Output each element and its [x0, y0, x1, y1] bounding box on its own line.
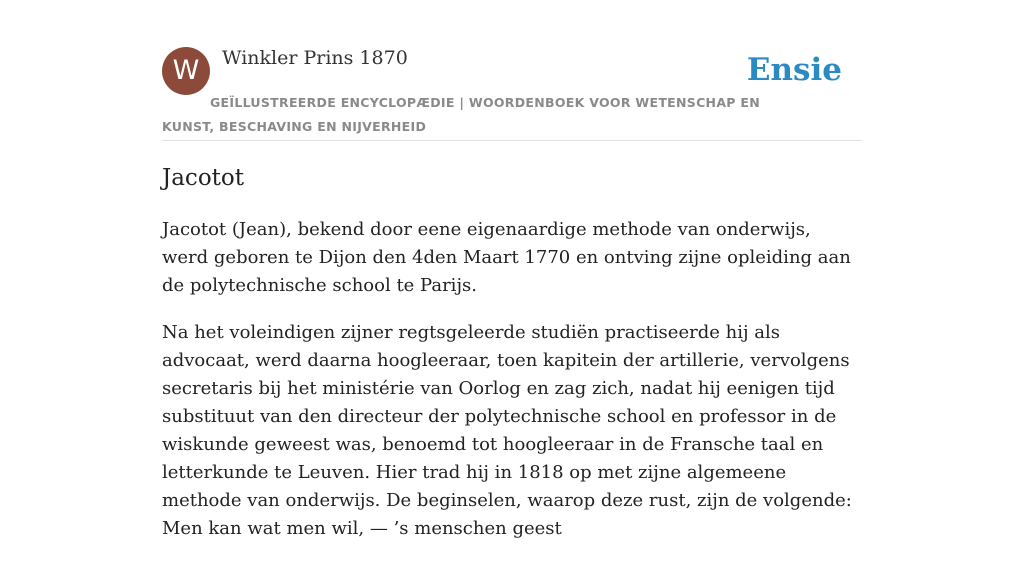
- source-subtitle: GEÏLLUSTREERDE ENCYCLOPÆDIE | WOORDENBOEK VOOR WETENSCHAP EN KUNST, BESCHAVING EN NIJVERHEID: [162, 95, 760, 134]
- article-body: [162, 216, 862, 562]
- article-title: Jacotot: [162, 165, 244, 191]
- page-header: [162, 46, 862, 141]
- article-paragraph: Na het voleindigen zijner regtsgeleerde studiën practiseerde hij als advocaat, werd daarna hoogleeraar, toen kapitein der artillerie, vervolgens secretaris bij het ministérie van Oorlog en zag zich, nadat hij eenigen tijd substituut van den directeur der polytechnische school en professor in de wiskunde geweest was, benoemd tot hoogleeraar in de Fransche taal en letterkunde te Leuven. Hier trad hij in 1818 op met zijne algemeene methode van onderwijs. De beginselen, waarop deze rust, zijn de volgende: Men kan wat men wil, — ’s menschen geest: [162, 322, 852, 539]
- article-paragraph: Jacotot (Jean), bekend door eene eigenaardige methode van onderwijs, werd geboren te Dijon den 4den Maart 1770 en ontving zijne opleiding aan de polytechnische school te Parijs.: [162, 219, 851, 296]
- ensie-logo-link[interactable]: Ensie: [746, 52, 842, 88]
- source-avatar[interactable]: W: [162, 47, 210, 95]
- source-title-link[interactable]: Winkler Prins 1870: [222, 47, 408, 69]
